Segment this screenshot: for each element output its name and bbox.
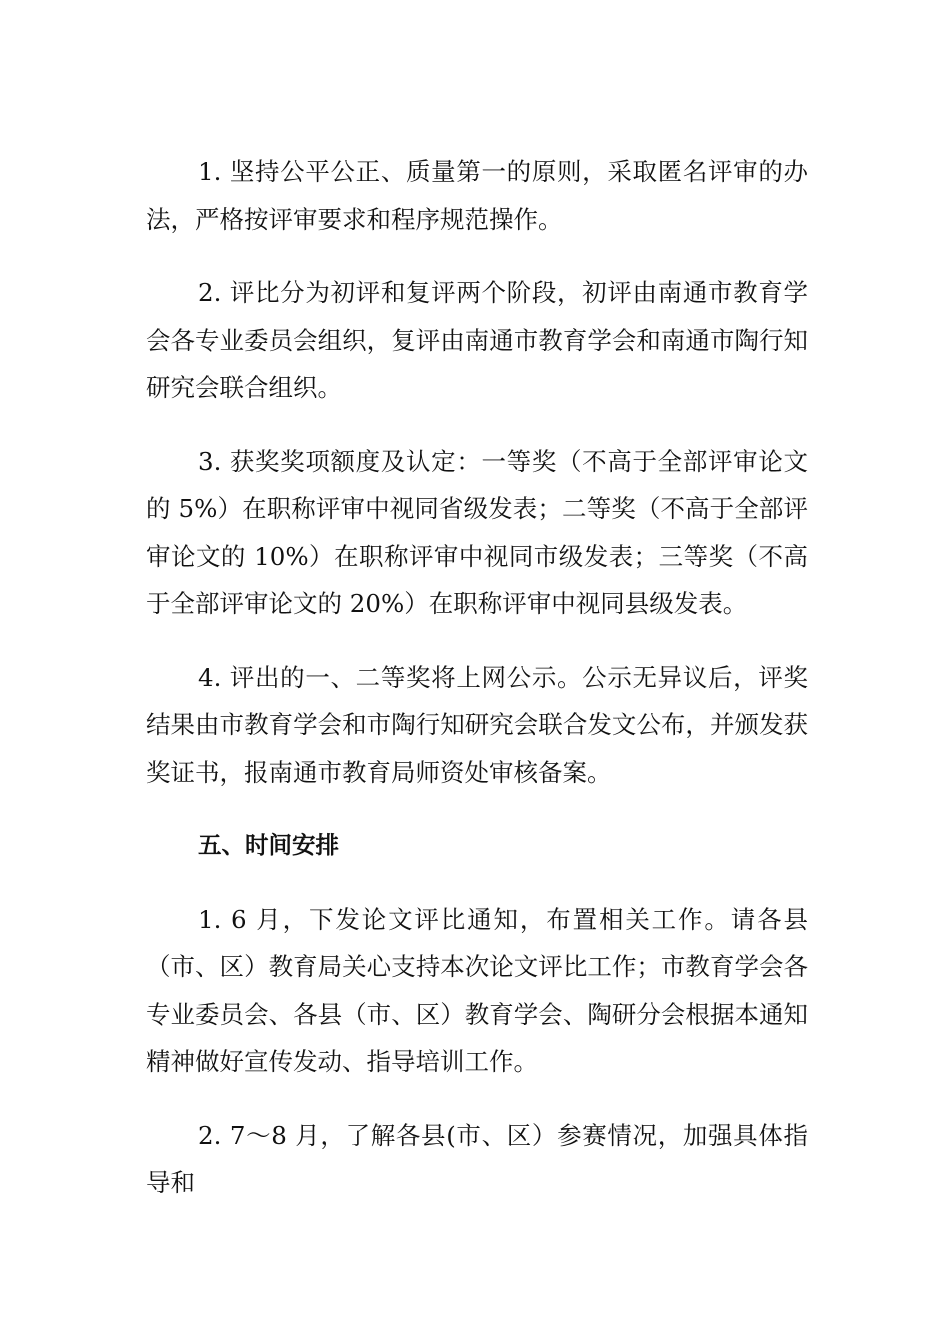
paragraph-award-quota: 3. 获奖奖项额度及认定：一等奖（不高于全部评审论文的 5%）在职称评审中视同省级发表；二等奖（不高于全部评审论文的 10%）在职称评审中视同市级发表；三等奖（不高于全部评审论文的 20%）在职称评审中视同县级发表。 <box>146 446 808 618</box>
section-heading-schedule: 五、时间安排 <box>198 831 339 859</box>
paragraph-announcement: 4. 评出的一、二等奖将上网公示。公示无异议后，评奖结果由市教育学会和市陶行知研究会联合发文公布，并颁发获奖证书，报南通市教育局师资处审核备案。 <box>146 662 808 787</box>
document-page <box>146 148 808 1233</box>
paragraph-principle: 1. 坚持公平公正、质量第一的原则，采取匿名评审的办法，严格按评审要求和程序规范操作。 <box>146 157 808 234</box>
paragraph-review-stages: 2. 评比分为初评和复评两个阶段，初评由南通市教育学会各专业委员会组织，复评由南通市教育学会和南通市陶行知研究会联合组织。 <box>146 278 808 402</box>
paragraph-schedule-june: 1. 6 月，下发论文评比通知，布置相关工作。请各县（市、区）教育局关心支持本次论文评比工作；市教育学会各专业委员会、各县（市、区）教育学会、陶研分会根据本通知精神做好宣传发动、指导培训工作。 <box>146 904 808 1076</box>
paragraph-schedule-july-august: 2. 7～8 月，了解各县(市、区）参赛情况，加强具体指导和 <box>146 1120 808 1197</box>
